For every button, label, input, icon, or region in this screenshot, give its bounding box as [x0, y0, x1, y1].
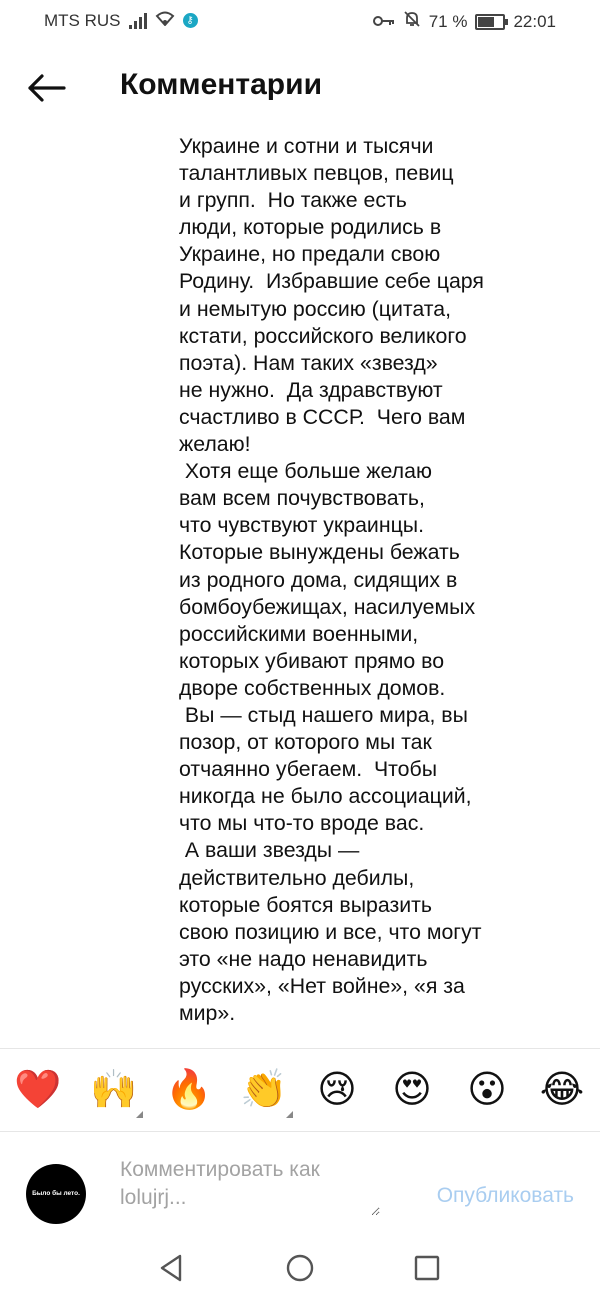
status-right	[373, 10, 556, 33]
compose-bar	[0, 1132, 600, 1242]
comment-input-placeholder: Комментировать как lolujrj...	[120, 1158, 320, 1209]
page-title: Комментарии	[120, 68, 323, 101]
heart-eyes-emoji-button[interactable]: 😍	[392, 1069, 432, 1111]
system-nav-bar	[0, 1240, 600, 1299]
raised-hands-emoji-button[interactable]: 🙌	[90, 1069, 138, 1111]
nav-home-button[interactable]	[280, 1248, 320, 1288]
back-triangle-icon	[152, 1275, 192, 1292]
skin-tone-corner-icon	[286, 1111, 293, 1118]
header	[0, 50, 600, 126]
battery-icon	[475, 14, 505, 30]
laughing-face-emoji-button[interactable]: 😂	[539, 1069, 585, 1111]
clapping-hands-emoji-button[interactable]: 👏	[240, 1069, 288, 1111]
status-left	[44, 10, 198, 31]
key-icon	[373, 12, 395, 32]
surprised-face-emoji-button[interactable]: 😮	[467, 1069, 507, 1111]
battery-fill	[478, 17, 494, 27]
comment-input[interactable]	[120, 1156, 380, 1216]
status-bar	[0, 0, 600, 40]
avatar: Было бы лето.	[26, 1164, 86, 1224]
carrier-label: MTS RUS	[44, 10, 121, 30]
signal-icon	[129, 13, 147, 29]
crying-face-emoji-button[interactable]: 😢	[317, 1069, 357, 1111]
recents-square-icon	[407, 1275, 447, 1292]
comment-text: Украине и сотни и тысячи талантливых певцов, певиц и групп. Но также есть люди, которые родились в Украине, но предали свою Родину. Избравшие себе царя и немытую россию (цитата, кстати, российского великого поэта). Нам таких «звезд» не нужно. Да здравствуют счастливо в СССР. Чего вам желаю! Хотя еще больше желаю вам всем почувствовать, что чувствуют украинцы. Которые вынуждены бежать из родного дома, сидящих в бомбоубежищах, насилуемых российскими военными, которых убивают прямо во дворе собственных домов. Вы — стыд нашего мира, вы позор, от которого мы так отчаянно убегаем. Чтобы никогда не было ассоциаций, что мы что-то вроде вас. А ваши звезды — действительно дебилы, которые боятся выразить свою позицию и все, что могут это «не надо ненавидить русских», «Нет войне», «я за мир».	[179, 134, 484, 1025]
emoji-bar	[0, 1048, 600, 1132]
mute-icon	[403, 10, 421, 33]
nav-back-button[interactable]	[152, 1248, 192, 1288]
wifi-icon	[155, 10, 175, 31]
arrow-left-icon	[24, 95, 68, 112]
home-circle-icon	[280, 1275, 320, 1292]
status-time: 22:01	[513, 11, 556, 31]
publish-button[interactable]: Опубликовать	[436, 1184, 574, 1207]
skin-tone-corner-icon	[136, 1111, 143, 1118]
vpn-key-icon: ⚷	[183, 13, 198, 28]
fire-emoji-button[interactable]: 🔥	[165, 1069, 213, 1111]
battery-percent: 71 %	[428, 11, 468, 31]
heart-emoji-button[interactable]: ❤️	[14, 1069, 62, 1111]
back-button[interactable]	[24, 68, 68, 108]
nav-recents-button[interactable]	[407, 1248, 447, 1288]
